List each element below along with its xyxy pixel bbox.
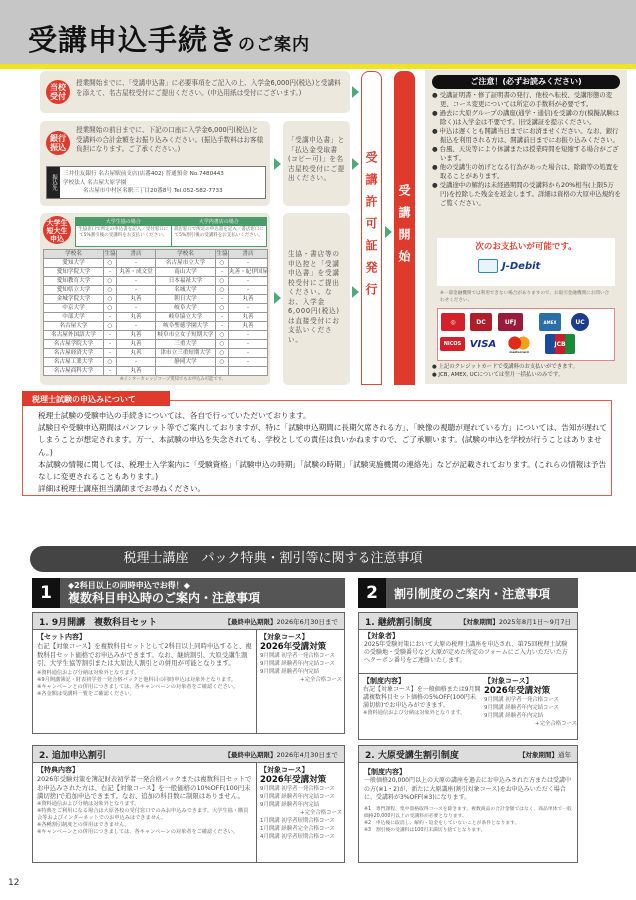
target-label: 【対象者】 [364, 632, 399, 640]
course-item: 1月開講 初学者短期合格コース [260, 818, 335, 824]
table-cell: 丸善 [117, 313, 156, 322]
note-line: ※9月開講簿記・財表初学者一発合格パックと他科目の同時申込は対象外となります。 [37, 676, 237, 683]
table-cell: ○ [216, 277, 229, 286]
card-note: ● JCB, AMEX, UCについては翌月一括払いのみです。 [432, 371, 564, 378]
table-cell: - [104, 313, 117, 322]
table-cell: 丸善 [229, 313, 268, 322]
table-cell: 名古屋経済大学 [44, 349, 104, 358]
table-cell: 丸善 [117, 367, 156, 376]
table-cell: 南山大学 [156, 268, 216, 277]
notes [37, 801, 253, 836]
table-cell: 愛知県立大学 [44, 286, 104, 295]
table-cell [156, 367, 216, 376]
table-cell [216, 367, 229, 376]
table-cell: 名古屋大学 [44, 322, 104, 331]
coop-text: 生協窓口で所定の申込書を記入／受付窓口にて5%割引後の受講料をお支払いください。 [78, 227, 169, 238]
table-cell: ○ [216, 349, 229, 358]
table-row [44, 268, 268, 277]
table-cell: ○ [216, 259, 229, 268]
course-item: 9月開講 初学者一発合格コース [484, 697, 559, 703]
arrow-icon [352, 86, 359, 98]
continuation-discount-box: 1. 継続割引制度 【対象期間】2025年8月1日～9月7日 【対象者】 2025年受験対策において大原の税理士講座を申込され、第75回税理士試験の受験地・受験番号など大原が定めた所定のフォームにご入力いただいた方へクーポン番号をご連絡いたします。 【制度内容】 右記【対象コース】を一般価格または9月開講複数科目セット価格の5%OFF(100円未満切捨)でお申込みができます。 ※資料通信および分納は対象外となります。 【対象コース】 2026年受講対策 9月開講 初学者一発合格コース 9月開講 経験者年内完結コース 9月開講 経験者年内完結 +完全合格コース [358, 612, 578, 740]
courses-title: 2026年受講対策 [260, 642, 327, 652]
table-cell: - [117, 259, 156, 268]
tax-exam-body [38, 410, 608, 495]
counter-badge: 当校 受付 [46, 80, 70, 104]
table-cell: 岐阜聖徳学園大学 [156, 322, 216, 331]
bank-account-box [46, 166, 266, 199]
content-text: 2026年受験対策を簿記財表初学者一発合格パックまたは複数科目セットでお申込みされた方は、右記【対象コース】を一般価格の10%OFF(100円未満切捨)で追加申込できます。なお、追加の科目数に制限はありません。 [37, 775, 252, 800]
header-underline [0, 64, 636, 69]
table-cell: - [117, 277, 156, 286]
table-cell: 名古屋外国語大学 [44, 331, 104, 340]
content-text: 一般価格20,000円以上の大原の講座を過去にお申込みされた方または受講中の方(※1・2)が、新たに大原講座(割引対象コース)をお申込みいただく場合に、受講料が3%OFF(※3)になります。 [364, 777, 571, 801]
course-item: +完全合格コース [535, 721, 577, 727]
page-number: 12 [8, 878, 20, 888]
table-cell: - [229, 277, 268, 286]
content-text: 右記【対象コース】を複数科目セットとして2科目以上同時申込すると、複数科目セット価格でお申込みができます。なお、継続割引、大原受講生割引、大学生協等割引または大原法人割引との併用が可能となります。 [37, 642, 252, 667]
table-cell: - [104, 367, 117, 376]
step-permit-issue: 受講許可証発行 [361, 71, 382, 385]
table-cell: ○ [216, 304, 229, 313]
table-cell: ○ [104, 277, 117, 286]
table-cell: ○ [216, 340, 229, 349]
card-notes [432, 364, 578, 379]
table-cell: - [229, 259, 268, 268]
table-row [44, 367, 268, 376]
courses-title: 2026年受講対策 [260, 775, 327, 785]
courses-label: 【対象コース】 [260, 633, 309, 641]
course-item: +完全合格コース [300, 810, 342, 816]
table-cell: - [104, 349, 117, 358]
target-courses [256, 763, 345, 862]
box-title: 1. 9月開講 複数科目セット [39, 617, 158, 628]
table-row [44, 304, 268, 313]
table-cell: - [117, 304, 156, 313]
table-cell: ○ [216, 286, 229, 295]
note-line: ※3 割引後の受講料は100円未満切り捨てとなります。 [364, 827, 486, 833]
content-label: 【制度内容】 [364, 768, 406, 776]
arrow-icon [274, 158, 281, 170]
step-course-start: 受講開始 [394, 71, 415, 385]
table-cell: 丸善・成文堂 [117, 268, 156, 277]
course-item: 9月開講 経験者年内完結コース [260, 661, 335, 667]
store-text: 書店窓口で所定の申込書を記入／書店窓口にて5%割引後の受講料をお支払いください。 [173, 227, 264, 238]
tax-paragraph: 税理士試験の受験申込の手続きについては、各自で行っていただいております。 [38, 411, 311, 420]
table-row [44, 277, 268, 286]
courses-label: 【対象コース】 [260, 766, 309, 774]
arrow-icon [385, 226, 392, 238]
table-cell: 朝日大学 [156, 295, 216, 304]
section-banner: 税理士講座 パック特典・割引等に関する注意事項 [30, 546, 636, 572]
table-cell: 三重大学 [156, 340, 216, 349]
card-logo-bank-icon: ◎ [441, 313, 465, 331]
card-logo-nicos: NICOS [440, 337, 465, 351]
table-cell: ○ [104, 286, 117, 295]
table-cell: 岐阜協立大学 [156, 313, 216, 322]
note-line: ※キャンペーンとの併用につきましては、各キャンペーンの対象者をご確認ください。 [37, 683, 239, 690]
period: 通年 [558, 750, 571, 759]
tax-exam-title: 税理士試験の申込みについて [22, 391, 170, 406]
notice-item: ● 受講証明書・修了証明書の発行、他校へ転校、受講形態の変更、コース変更については所定の手数料が必要です。 [432, 91, 613, 108]
table-cell: - [229, 358, 268, 367]
jdebit-note: ※一部金融機関では利用できない場合がありますので、お取引金融機関にお問い合わせください。 [440, 291, 610, 303]
table-cell: - [229, 304, 268, 313]
card-logo-amex: AMEX [539, 313, 561, 331]
table-note: ※インターカレッジコープ愛知でもお申込み可能です。 [120, 377, 226, 382]
table-cell: ○ [104, 295, 117, 304]
notice-title: ご注意！(必ずお読みください) [432, 75, 620, 89]
bank-badge: 銀行 振込 [46, 131, 70, 155]
table-cell: - [104, 331, 117, 340]
target-text: 2025年受験対策において大原の税理士講座を申込され、第75回税理士試験の受験地・受験番号など大原が定めた所定のフォームにご入力いただいた方へクーポン番号をご連絡いたします。 [364, 641, 568, 664]
table-cell: - [216, 295, 229, 304]
notice-item: ● 他の受講生の妨げとなる行為があった場合は、除籍等の処置を取ることがあります。 [432, 163, 619, 180]
notice-item: ● 過去に大原グループの講座(通学・通信)を受講の方(模擬試験は除く)は入学金は不要です。旧受講証を提示ください。 [432, 109, 620, 126]
table-cell: 津市立三重短期大学 [156, 349, 216, 358]
table-cell: 丸善 [117, 340, 156, 349]
card-logo-uc: UC [571, 313, 589, 331]
table-cell: 金城学院大学 [44, 295, 104, 304]
content-label: 【セット内容】 [37, 633, 86, 641]
table-cell: ○ [104, 322, 117, 331]
card-logo-visa: VISA [469, 338, 497, 350]
table-row [44, 358, 268, 367]
table-cell: ○ [216, 358, 229, 367]
jdebit-icon [478, 259, 498, 273]
period: 2025年8月1日～9月7日 [498, 617, 571, 626]
note-line: ※各金額は受講料一覧をご確認ください。 [37, 690, 135, 697]
arrow-icon [352, 158, 359, 170]
table-cell: 静岡大学 [156, 358, 216, 367]
multi-subject-set-box: 1. 9月開講 複数科目セット 【最終申込期限】2026年6月30日まで 【セット内容】 右記【対象コース】を複数科目セットとして2科目以上同時申込すると、複数科目セット価格でお申込みができます。なお、継続割引、大原受講生割引、大学生協等割引または大原法人割引との併用が可能となります。 ※資料通信および分納は対象外となります。 ※9月開講簿記・財表初学者一発合格パックと他科目の同時申込は対象外となります。 ※キャンペーンとの併用につきましては、各キャンペーンの対象者をご確認ください。 ※各金額は受講料一覧をご確認ください。 【対象コース】 2026年受講対策 9月開講 初学者一発合格コース 9月開講 経験者年内完結コース 9月開講 経験者年内完結 +完全合格コース [32, 612, 345, 734]
course-item: 9月開講 初学者一発合格コース [260, 653, 335, 659]
tax-paragraph: 試験日や受験申込期間はパンフレット等でご案内しておりますが、特に「試験申込期間に長期欠席される方」、「映像の視聴が遅れている方」については、告知が遅れてしまうことが想定されます。万一、本試験の申込を失念されても、学校としての責任は負いかねますので、ご了承願います。(試験の申込を学校が行うことはありません。) [38, 423, 607, 457]
table-cell: 名古屋工業大学 [44, 358, 104, 367]
note-line: ※特典をご利用になる場合は大原各校の受付窓口でのみお申込みできます。大学生協・購買会等およびインターネットでのお申込みはできません。 [37, 807, 249, 821]
notice-item-text: 申込は遅くとも開講当日までにお済ませください。なお、銀行振込を利用される方は、開講前日までにお振り込みください。 [439, 127, 619, 144]
table-cell: 名古屋商科大学 [44, 367, 104, 376]
card-logo-ufj: UFJ [498, 313, 523, 331]
arrow-icon [352, 286, 359, 298]
bank-side-text: 「受講申込書」と「払込金受取書(コピー可)」を名古屋校受付にご提出ください。 [288, 136, 345, 182]
table-cell: 名古屋学院大学 [44, 340, 104, 349]
table-cell: - [117, 286, 156, 295]
coop-store-panel [75, 217, 267, 247]
card-logo-mastercard: mastercard [505, 334, 533, 354]
table-cell: 名古屋市立大学 [156, 259, 216, 268]
store-title: 大学内書店の場合 [172, 218, 267, 226]
table-cell: - [216, 313, 229, 322]
table-cell: - [216, 268, 229, 277]
courses-title: 2026年受講対策 [484, 686, 551, 696]
note-line: ※1 専門課程、集中資格取得コースを除きます。複数商品の合計金額ではなく、商品単体で一般価格20,000円以上の受講料が必要となります。 [364, 806, 572, 819]
notice-item-text: 台風、天災等により休講または授業時間を短縮する場合がございます。 [439, 145, 619, 162]
table-cell: - [229, 286, 268, 295]
section-number: 1 [32, 578, 60, 608]
table-cell: - [117, 358, 156, 367]
card-note: ● 上記のクレジットカードで受講料のお支払いができます。 [432, 364, 578, 370]
notes [37, 670, 253, 698]
payment-title: 次のお支払いが可能です。 [475, 242, 577, 252]
table-cell [229, 367, 268, 376]
course-item: +完全合格コース [300, 677, 342, 683]
target-courses [256, 630, 345, 733]
coop-title: 大学生協の場合 [76, 218, 171, 226]
section1-subtitle: ◆2科目以上の同時申込でお得！◆ [68, 581, 190, 590]
table-cell: 中京大学 [44, 304, 104, 313]
notice-item: ● 申込は遅くとも開講当日までにお済ませください。なお、銀行振込を利用される方は、開講前日までにお振り込みください。 [432, 127, 619, 144]
table-header: 学校名 [44, 250, 104, 259]
table-header: 書店 [229, 250, 268, 259]
table-header: 書店 [117, 250, 156, 259]
table-cell: ○ [104, 358, 117, 367]
table-row [44, 286, 268, 295]
box-title: 1. 継続割引制度 [365, 617, 432, 628]
table-cell: - [104, 268, 117, 277]
table-cell: ○ [104, 304, 117, 313]
account-line: 三井住友銀行 名古屋駅前支店(店番402) 普通預金 No.7480443 [63, 171, 224, 177]
table-cell: - [117, 322, 156, 331]
tax-paragraph: 詳細は税理士講座担当講師までお尋ねください。 [38, 484, 206, 494]
table-row [44, 295, 268, 304]
note-line: ※資料通信および分納は対象外となります。 [37, 800, 140, 807]
table-cell: 丸善 [117, 331, 156, 340]
table-cell: 愛知学院大学 [44, 268, 104, 277]
notice-item-text: 受講途中の解約は未経過期間の受講料から20%相当(上限5万円)を控除した残金を返金します。詳細は資格の大原申込規約をご覧ください。 [439, 181, 621, 207]
content-label: 【制度内容】 [363, 677, 405, 685]
table-cell: ○ [216, 331, 229, 340]
table-header: 生協 [104, 251, 116, 257]
section-number: 2 [358, 578, 386, 608]
notice-item: ● 受講途中の解約は未経過期間の受講料から20%相当(上限5万円)を控除した残金を返金します。詳細は資格の大原申込規約をご覧ください。 [432, 181, 621, 207]
account-label: 振込先 [47, 167, 60, 198]
table-cell: 丸善 [229, 322, 268, 331]
table-row [44, 331, 268, 340]
card-logo-dc: DC [470, 313, 492, 331]
page-title: 受講申込手続きのご案内 [28, 23, 311, 57]
table-cell: 岐阜市立女子短期大学 [156, 331, 216, 340]
section1-heading [32, 578, 345, 608]
arrow-icon [274, 292, 281, 304]
course-item: 4月開講 初学者短期合格コース [260, 834, 335, 840]
notice-item-text: 他の受講生の妨げとなる行為があった場合は、除籍等の処置を取ることがあります。 [439, 163, 619, 180]
university-badge: 大学生 短大生 申込 [43, 216, 71, 244]
table-cell: 丸善 [229, 295, 268, 304]
table-cell: - [229, 331, 268, 340]
tax-paragraph: 本試験の情報に関しては、税理士入学案内に「受験資格」「試験申込の時期」「試験の時期」「試験実施機関の連絡先」などが記載されております。(これらの情報は予告なしに変更されることもあります。) [38, 459, 607, 482]
target-courses [484, 677, 577, 728]
note: ※資料通信および分納は対象外となります。 [363, 710, 466, 716]
section1-title: 複数科目申込時のご案内・注意事項 [68, 591, 261, 605]
jdebit-logo: J-Debit [502, 261, 541, 272]
table-cell: ○ [104, 259, 117, 268]
content-text: 右記【対象コース】を一般価格または9月開講複数科目セット価格の5%OFF(100円未満切捨)でお申込みができます。 [363, 686, 481, 709]
account-line: 学校法人 名古屋大原学園 [63, 179, 127, 186]
notice-list [432, 91, 622, 208]
table-cell: - [216, 322, 229, 331]
table-cell: - [229, 340, 268, 349]
table-cell: - [104, 340, 117, 349]
bank-text: 授業開始の前日までに、下記の口座に入学金6,000円(税込)と受講料の合計金額をお振り込みください。(振込手数料はお客様負担になります。ご了承ください。) [76, 126, 264, 153]
notice-item-text: 過去に大原グループの講座(通学・通信)を受講の方(模擬試験は除く)は入学金は不要です。旧受講証を提示ください。 [439, 109, 620, 126]
table-header: 学校名 [156, 250, 216, 259]
course-item: 9月開講 経験者年内完結 [484, 713, 544, 719]
box-title: 2. 追加申込割引 [39, 750, 106, 761]
deadline: 2026年4月30日まで [276, 750, 338, 759]
account-line: 名古屋市中村区名駅三丁目20番8号 Tel.052-582-7733 [83, 188, 223, 194]
section2-title: 割引制度のご案内・注意事項 [394, 586, 551, 601]
table-cell: 丸善 [117, 295, 156, 304]
notice-item: ● 台風、天災等により休講または授業時間を短縮する場合がございます。 [432, 145, 619, 162]
table-cell: 日本福祉大学 [156, 277, 216, 286]
table-cell: 丸善 [117, 349, 156, 358]
university-side-text: 生協・書店等の申込控と「受講申込書」を受講校受付にご提出ください。なお、入学金6,000円(税込)は直接受付にお支払いください。 [288, 250, 340, 344]
note-line: ※キャンペーンとの併用につきましては、各キャンペーンの対象者をご確認ください。 [37, 828, 239, 835]
note-line: ※各種割引制度との併用はできません。 [37, 821, 130, 828]
table-cell: - [229, 349, 268, 358]
table-header: 生協 [216, 251, 228, 257]
course-item: 9月開講 初学者一発合格コース [260, 786, 335, 792]
counter-text: 授業開始までに、「受講申込書」に必要事項をご記入の上、入学金6,000円(税込)と受講料を添えて、名古屋校受付にご提出ください。(申込用紙は受付にございます。) [76, 79, 341, 97]
box-title: 2. 大原受講生割引制度 [365, 750, 459, 761]
table-row [44, 313, 268, 322]
note-line: ※2 申込後に取消し、解約・返金をしていないことが条件となります。 [364, 820, 520, 826]
course-item: 9月開講 経験者年内完結コース [484, 705, 559, 711]
note-line: ※資料通信および分納は対象外となります。 [37, 669, 140, 676]
table-row [44, 340, 268, 349]
table-row [44, 259, 268, 268]
table-cell: 名城大学 [156, 286, 216, 295]
table-cell: 岐阜大学 [156, 304, 216, 313]
table-row [44, 322, 268, 331]
notice-item-text: 受講証明書・修了証明書の発行、他校へ転校、受講形態の変更、コース変更については所定の手数料が必要です。 [439, 91, 613, 108]
course-item: 1月開講 経験者完全合格コース [260, 826, 335, 832]
table-cell: 丸善・紀伊国屋 [229, 269, 269, 275]
ohara-student-discount-box: 2. 大原受講生割引制度 【対象期間】通年 【制度内容】 一般価格20,000円以上の大原の講座を過去にお申込みされた方または受講中の方(※1・2)が、新たに大原講座(割引対象コース)をお申込みいただく場合に、受講料が3%OFF(※3)になります。 ※1 専門課程、集中資格取得コースを除きます。複数商品の合計金額ではなく、商品単体で一般価格20,000円以上の受講料が必要となります。 ※2 申込後に取消し、解約・返金をしていないことが条件となります。 ※3 割引後の受講料は100円未満切り捨てとなります。 [358, 745, 578, 863]
course-item: 9月開講 経験者年内完結コース [260, 794, 335, 800]
section2-heading [358, 578, 578, 608]
card-logo-jcb: JCB [545, 334, 575, 354]
courses-label: 【対象コース】 [484, 677, 533, 685]
table-cell: 愛知大学 [44, 259, 104, 268]
course-item: 9月開講 経験者年内完結 [260, 802, 320, 808]
deadline: 2026年6月30日まで [276, 617, 338, 626]
table-cell: 中部大学 [44, 313, 104, 322]
additional-application-box: 2. 追加申込割引 【最終申込期限】2026年4月30日まで 【特典内容】 2026年受験対策を簿記財表初学者一発合格パックまたは複数科目セットでお申込みされた方は、右記【対象コース】を一般価格の10%OFF(100円未満切捨)で追加申込できます。なお、追加の科目数に制限はありません。 ※資料通信および分納は対象外となります。 ※特典をご利用になる場合は大原各校の受付窓口でのみお申込みできます。大学生協・購買会等およびインターネットでのお申込みはできません。 ※各種割引制度との併用はできません。 ※キャンペーンとの併用につきましては、各キャンペーンの対象者をご確認ください。 【対象コース】 2026年受講対策 9月開講 初学者一発合格コース 9月開講 経験者年内完結コース 9月開講 経験者年内完結 +完全合格コース 1月開講 初学者短期合格コース 1月開講 経験者完全合格コース 4月開講 初学者短期合格コース [32, 745, 345, 863]
university-table [43, 249, 268, 376]
course-item: 9月開講 経験者年内完結 [260, 669, 320, 675]
table-cell: 愛知教育大学 [44, 277, 104, 286]
table-row [44, 349, 268, 358]
notes [364, 806, 572, 834]
content-label: 【特典内容】 [37, 766, 79, 774]
